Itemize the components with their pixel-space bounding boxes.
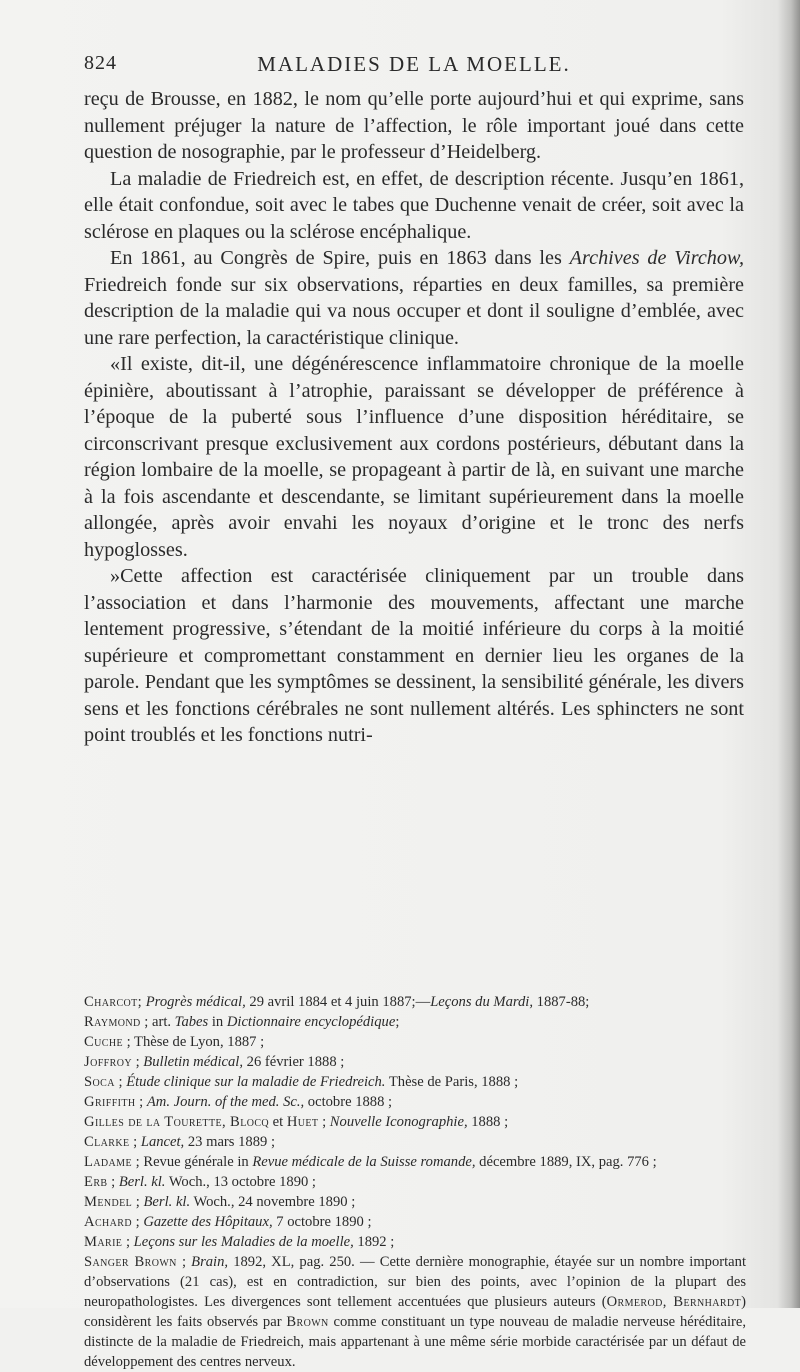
ref-author: Ormerod, Bernhardt [606, 1294, 742, 1310]
page-number: 824 [84, 52, 117, 74]
ref-detail: Thèse de Paris, 1888 ; [385, 1074, 519, 1090]
ref-author: Erb [84, 1174, 108, 1190]
ref-title: Leçons du Mardi, [430, 994, 534, 1010]
reference-soca [84, 1072, 746, 1092]
ref-detail: 1888 ; [467, 1114, 509, 1130]
ref-author: Brown [286, 1314, 329, 1330]
ref-title: Tabes [174, 1014, 209, 1030]
ref-author: Charcot; [84, 994, 143, 1010]
ref-detail: ; [122, 1234, 134, 1250]
reference-sanger-brown [84, 1252, 746, 1372]
ref-title: Revue médicale de la Suisse romande, [252, 1154, 476, 1170]
reference-marie [84, 1232, 746, 1252]
ref-author: Griffith [84, 1094, 136, 1110]
reference-gilles-de-la-tourette [84, 1112, 746, 1132]
ref-detail: ; Thèse de Lyon, 1887 ; [122, 1034, 265, 1050]
ref-detail: 1887-88; [533, 994, 590, 1010]
ref-title: Am. Journ. of the med. Sc., [146, 1094, 305, 1110]
ref-author: Cuche [84, 1034, 123, 1050]
bibliography-notes [84, 992, 746, 1372]
ref-detail: ; [132, 1194, 144, 1210]
paragraph-4: «Il existe, dit-il, une dégénérescence inflammatoire chronique de la moelle épinière, aboutissant à l’atrophie, paraissant se développer de préférence à l’époque de la puberté sous l’influence d’une disposition héréditaire, se circonscrivant presque exclusivement aux cordons postérieurs, débutant dans la région lombaire de la moelle, se propageant à partir de là, en suivant une marche à la fois ascendante et descendante, se limitant supérieurement dans la moelle allongée, après avoir envahi les noyaux d’origine et le tronc des nerfs hypoglosses. [84, 353, 744, 561]
paragraph-3-end: Friedreich fonde sur six observations, réparties en deux familles, sa première description de la maladie qui va nous occuper et dont il souligne d’emblée, avec une rare perfection, la caractéristique clinique. [84, 273, 744, 349]
ref-detail: et [269, 1114, 287, 1130]
ref-detail: ; [135, 1094, 147, 1110]
reference-achard [84, 1212, 746, 1232]
page-header [84, 52, 744, 80]
ref-detail: ; [131, 1054, 144, 1070]
ref-detail: comme constituant un type nouveau de maladie nerveuse héréditaire, distincte de la maladie de Friedreich, mais appartenant à une même série morbide caractérisée par un défaut de développement des centres nerveux. [84, 1314, 746, 1370]
ref-detail: Woch., 24 novembre 1890 ; [190, 1194, 356, 1210]
ref-title: Étude clinique sur la maladie de Friedreich. [126, 1074, 386, 1090]
ref-detail: in [208, 1014, 227, 1030]
ref-detail: ; [131, 1214, 144, 1230]
ref-title: Berl. kl. [118, 1174, 166, 1190]
paragraph-3-start: En 1861, au Congrès de Spire, puis en 1863 dans les [110, 247, 562, 269]
ref-detail: décembre 1889, IX, pag. 776 ; [475, 1154, 657, 1170]
ref-detail: 7 octobre 1890 ; [272, 1214, 372, 1230]
ref-detail: ; [318, 1114, 330, 1130]
ref-author: Clarke [84, 1134, 130, 1150]
ref-author: Achard [84, 1214, 132, 1230]
ref-detail: 23 mars 1889 ; [184, 1134, 276, 1150]
ref-title: Lancet, [140, 1134, 185, 1150]
archives-virchow-title: Archives de Virchow, [569, 247, 744, 269]
ref-detail: 26 février 1888 ; [243, 1054, 345, 1070]
ref-detail: Woch., 13 octobre 1890 ; [165, 1174, 316, 1190]
reference-erb [84, 1172, 746, 1192]
reference-mendel [84, 1192, 746, 1212]
ref-detail: 1892, XL, pag. 250. — Cette dernière monographie, étayée sur un nombre important d’observations (21 cas), est en contradiction, sur bien des points, avec l’opinion de la plupart des neuropathologistes. Les divergences sont tellement accentuées que plusieurs auteurs ( [84, 1254, 747, 1310]
ref-author: Gilles de la Tourette, Blocq [84, 1114, 270, 1130]
ref-detail: 1892 ; [353, 1234, 395, 1250]
ref-detail: ; art. [140, 1014, 175, 1030]
ref-title: Nouvelle Iconographie, [329, 1114, 468, 1130]
ref-author: Soca [84, 1074, 115, 1090]
running-title: MALADIES DE LA MOELLE. [257, 52, 571, 76]
ref-title: Progrès médical, [145, 994, 246, 1010]
ref-detail: octobre 1888 ; [304, 1094, 393, 1110]
paragraph-2: La maladie de Friedreich est, en effet, de description récente. Jusqu’en 1861, elle était confondue, soit avec le tabes que Duchenne venait de créer, soit avec la sclérose en plaques ou la sclérose encéphalique. [84, 167, 744, 243]
reference-ladame [84, 1152, 746, 1172]
ref-detail: ; [129, 1134, 141, 1150]
ref-detail: ; Revue générale in [131, 1154, 253, 1170]
reference-raymond [84, 1012, 746, 1032]
ref-author: Huet [286, 1114, 319, 1130]
reference-cuche [84, 1032, 746, 1052]
paragraph-1: reçu de Brousse, en 1882, le nom qu’elle porte aujourd’hui et qui exprime, sans nullement préjuger la nature de l’affection, le rôle important joué dans cette question de nosographie, par le professeur d’Heidelberg. [84, 88, 744, 163]
ref-title: Leçons sur les Maladies de la moelle, [133, 1234, 354, 1250]
ref-detail: ) considèrent les faits observés par [84, 1294, 746, 1330]
ref-author: Raymond [84, 1014, 141, 1030]
reference-griffith [84, 1092, 746, 1112]
main-text [84, 86, 744, 749]
ref-author: Ladame [84, 1154, 132, 1170]
paragraph-3 [84, 245, 744, 351]
ref-detail: ; [114, 1074, 127, 1090]
ref-author: Sanger Brown [84, 1254, 177, 1270]
reference-charcot [84, 992, 746, 1012]
ref-title: Dictionnaire encyclopédique [226, 1014, 396, 1030]
reference-clarke [84, 1132, 746, 1152]
ref-title: Bulletin médical, [143, 1054, 243, 1070]
ref-author: Joffroy [84, 1054, 132, 1070]
paragraph-5: »Cette affection est caractérisée cliniquement par un trouble dans l’association et dans l’harmonie des mouvements, affectant une marche lentement progressive, s’étendant de la moitié inférieure du corps à la moitié supérieure et compromettant constamment en dernier lieu les organes de la parole. Pendant que les symptômes se dessinent, la sensibilité générale, les divers sens et les fonctions cérébrales ne sont nullement altérés. Les sphincters ne sont point troublés et les fonctions nutri- [84, 565, 744, 746]
ref-title: Berl. kl. [143, 1194, 191, 1210]
ref-title: Gazette des Hôpitaux, [143, 1214, 273, 1230]
binding-shadow [778, 0, 800, 1308]
ref-author: Mendel [84, 1194, 133, 1210]
ref-title: Brain, [191, 1254, 229, 1270]
ref-author: Marie [84, 1234, 123, 1250]
ref-detail: ; [107, 1174, 119, 1190]
ref-detail: 29 avril 1884 et 4 juin 1887;— [245, 994, 431, 1010]
reference-joffroy [84, 1052, 746, 1072]
ref-detail: ; [395, 1014, 400, 1030]
ref-detail: ; [176, 1254, 192, 1270]
